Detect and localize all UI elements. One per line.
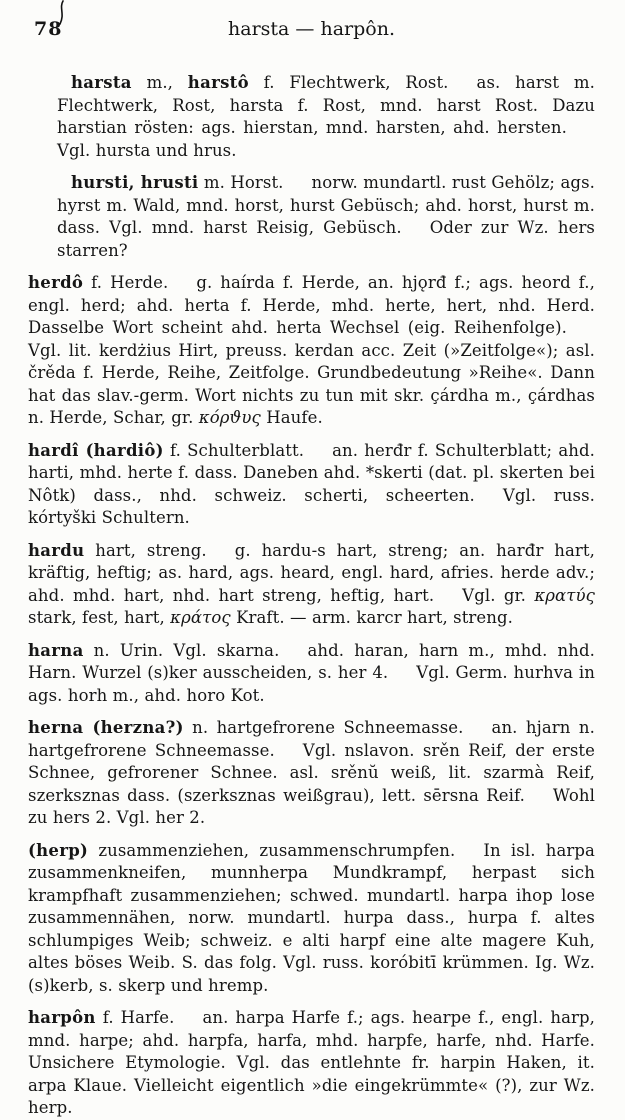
headword: harsta (71, 73, 132, 92)
entry-text: f. Flechtwerk, Rost. (248, 73, 449, 92)
entry-text: an. harpa Harfe f.; ags. hearpe f., engl. harp, mnd. harpe; ahd. harpfa, harfa, mhd. harpfe, harfe, nhd. Harfe. Unsichere Etymologie. Vgl. das entlehnte fr. harpin Haken, it. arpa Klaue. Vielleicht eigentlich »die eingekrümmte« (?), zur Wz. herp. (28, 1008, 596, 1117)
entry-text: Vgl. russ. kórtyški Schultern. (28, 485, 595, 527)
dictionary-entry (28, 440, 595, 530)
entry-text: Vgl. nslavon. srěn Reif, der erste Schnee, gefrorener Schnee. asl. srěnŭ weiß, lit. szarmà Reif, szerksznas dass. (szerksznas weißgrau), lett. sērsna Reif. (28, 740, 595, 805)
dictionary-entry (28, 1007, 595, 1120)
entry-text: zusammenziehen, zusammenschrumpfen. (88, 840, 456, 860)
dictionary-entry (57, 72, 595, 162)
entry-text: n. Urin. Vgl. skarna. (83, 640, 280, 660)
foreign-word: κρατύς (534, 585, 595, 605)
headword: hursti, hrusti (71, 173, 199, 192)
entry-text: Haufe. (260, 408, 323, 427)
entry-text: g. haírda f. Herde, an. hjǫrđ f.; ags. heord f., engl. herd; ahd. herta f. Herde, mhd. herte, hert, nhd. Herd. Dasselbe Wort scheint ahd. herta Wechsel (eig. Reihenfolge). (28, 273, 595, 337)
dictionary-entry (57, 172, 595, 262)
headword: harstô (187, 73, 249, 92)
dictionary-entry (28, 640, 595, 708)
entry-text: f. Harfe. (95, 1008, 175, 1027)
entry-text: hart, streng. (84, 540, 207, 560)
entry-text: Wohl zu hers 2. Vgl. her 2. (28, 785, 595, 827)
headword: (herp) (28, 840, 89, 860)
headword: harna (28, 640, 84, 660)
entry-text: Kraft. — arm. karcr hart, streng. (230, 608, 514, 627)
headword: hardî (hardiô) (28, 440, 164, 460)
entry-text: m., (131, 73, 188, 92)
entry-text: ahd. haran, harn m., mhd. nhd. Harn. Wurzel (s)ker ausscheiden, s. her 4. (28, 640, 595, 682)
entry-text: Vgl. hursta und hrus. (57, 140, 237, 160)
entry-text: n. hartgefrorene Schneemasse. (183, 718, 464, 737)
foreign-word: κράτος (170, 608, 231, 627)
dictionary-entry (28, 540, 595, 630)
dictionary-entry (28, 840, 595, 998)
dictionary-entry (28, 272, 595, 430)
page-header (28, 16, 595, 44)
entry-text: an. hjarn n. hartgefrorene Schneemasse. (28, 718, 595, 760)
entry-text: In isl. harpa zusammenkneifen, munnherpa Mundkrampf, herpast sich krampfhaft zusammenziehen; schwed. mundartl. harpa ihop lose zusammennähen, norw. mundartl. hurpa dass., hurpa f. altes schlumpiges Weib; schweiz. e alti harpf eine alte magere Kuh, altes böses Weib. S. das folg. Vgl. russ. koróbitī krümmen. Ig. Wz. (s)kerb, s. skerp und hremp. (28, 840, 595, 995)
headword: herdô (28, 273, 84, 292)
entry-text: norw. mundartl. rust Gehölz; ags. hyrst m. Wald, mnd. horst, hurst Gebüsch; ahd. horst, hurst m. dass. Vgl. mnd. harst Reisig, Gebüsch. (57, 173, 595, 237)
entry-text: Vgl. lit. kerdżius Hirt, preuss. kerdan acc. Zeit (»Zeitfolge«); asl. črěda f. Herde, Reihe, Zeitfolge. Grundbedeutung »Reihe«. Dann hat das slav.-germ. Wort nichts zu tun mit skr. çárdha m., çárdhas n. Herde, Schar, gr. (28, 340, 595, 427)
dictionary-entry (28, 717, 595, 830)
foreign-word: κόρϑυς (198, 408, 261, 427)
entry-text: Oder zur Wz. hers starren? (57, 218, 595, 260)
headword: hardu (28, 540, 85, 560)
entry-text: f. Herde. (83, 273, 169, 292)
entry-text: f. Schulterblatt. (163, 440, 305, 460)
entry-text: as. harst m. Flechtwerk, Rost, harsta f. Rost, mnd. harst Rost. Dazu harstian rösten: ags. hierstan, mnd. harsten, ahd. hersten. (57, 73, 595, 137)
entry-text: an. herđr f. Schulterblatt; ahd. harti, mhd. herte f. dass. Daneben ahd. *skerti (dat. pl. skerten bei Nôtk) dass., nhd. schweiz. scherti, scheerten. (28, 440, 596, 505)
entries (28, 72, 595, 1120)
page-number: 78 (34, 18, 63, 40)
running-header: harsta — harpôn. (228, 18, 395, 40)
entry-text: g. hardu-s hart, streng; an. harđr hart, kräftig, heftig; as. hard, ags. heard, engl. hard, afries. herde adv.; ahd. mhd. hart, nhd. hart streng, heftig, hart. (28, 540, 595, 605)
headword: harpôn (28, 1008, 96, 1027)
entry-text: Vgl. gr. (462, 585, 535, 605)
entry-text: m. Horst. (198, 173, 284, 192)
entry-text: Vgl. Germ. hurhva in ags. horh m., ahd. horo Kot. (28, 663, 595, 705)
headword: herna (herzna?) (28, 718, 184, 737)
entry-text: stark, fest, hart, (28, 608, 171, 627)
